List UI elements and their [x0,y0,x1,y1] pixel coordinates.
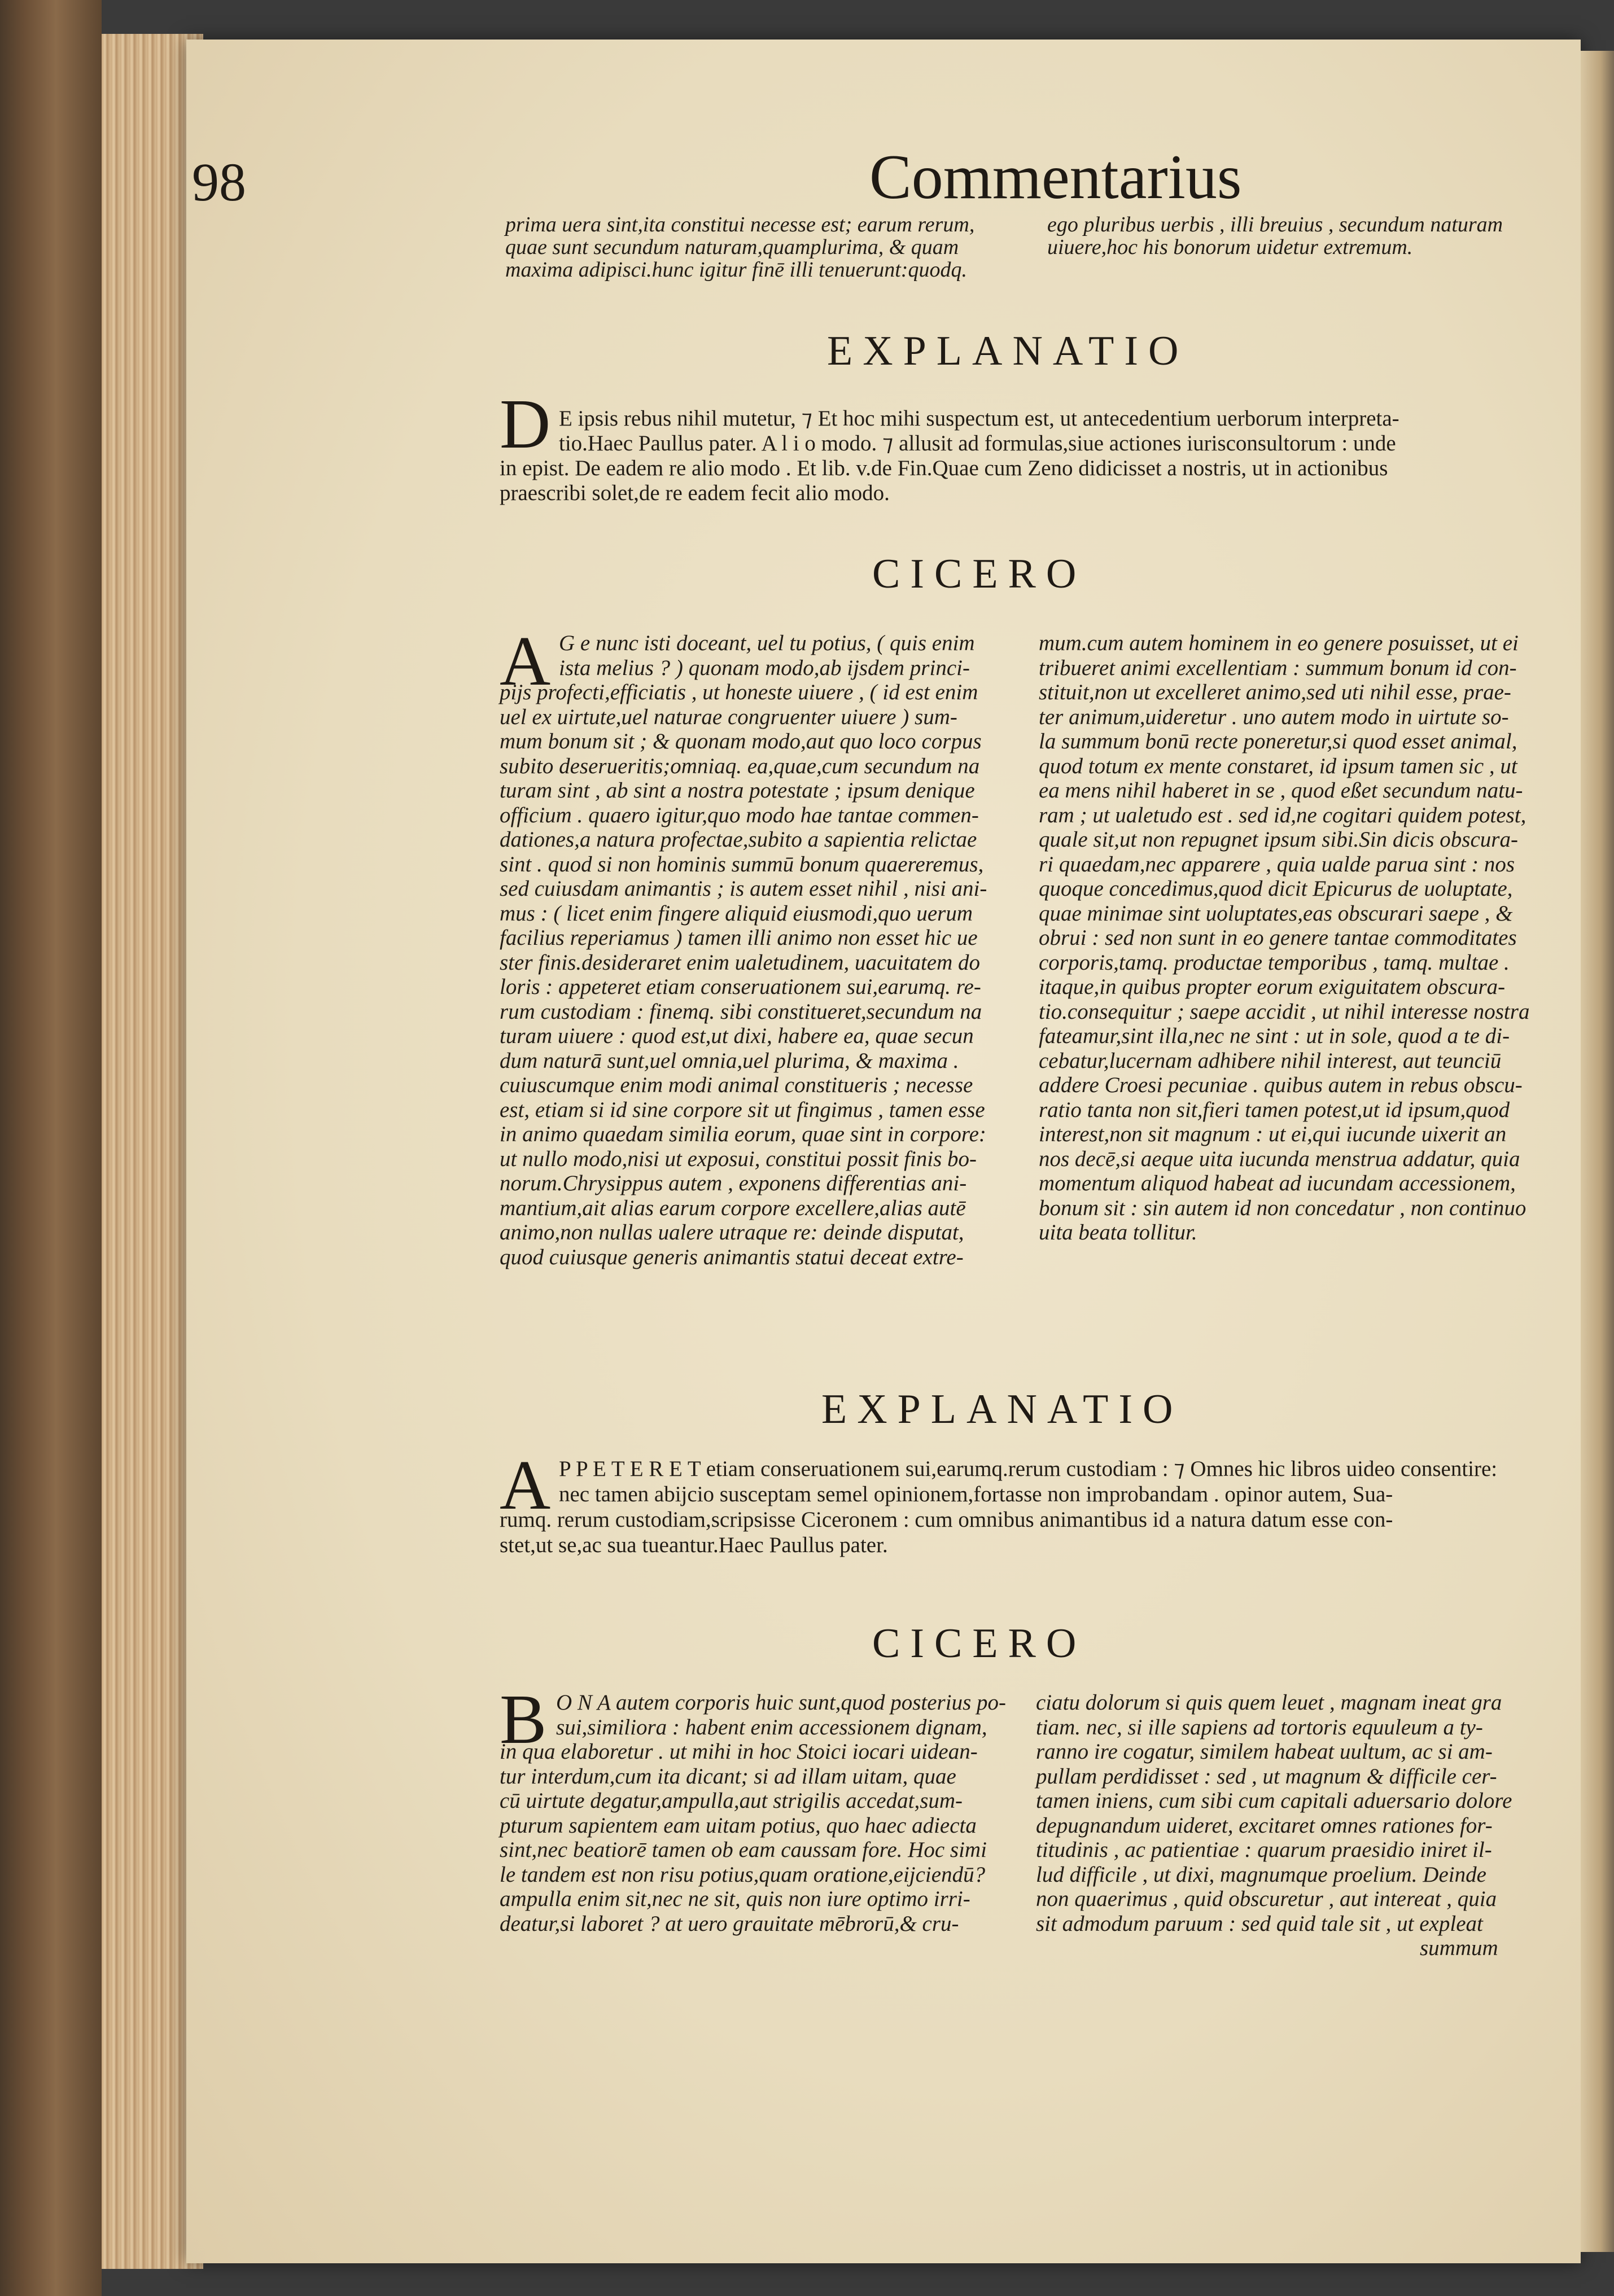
explanatio-paragraph [500,406,1399,506]
text-line: sint . quod si non hominis summū bonum quaereremus, [500,852,984,877]
text-line: nos decē,si aeque uita iucunda menstrua addatur, quia [1039,1146,1520,1171]
facing-page-edge [1581,51,1614,2252]
text-line: titudinis , ac patientiae : quarum praesidio iniret il- [1036,1838,1492,1862]
cicero-right-column [1039,631,1529,1245]
top-left-block [505,213,974,281]
text-line: sui,similiora : habent enim accessionem dignam, [556,1715,987,1739]
section-heading-cicero: CICERO [872,551,1087,597]
text-line: P P E T E R E T etiam conseruationem sui,earumq.rerum custodiam : ⁊ Omnes hic libros uideo consentire: [559,1457,1498,1481]
drop-cap: B [500,1681,547,1759]
book-spine [0,0,102,2296]
text-line: la summum bonū recte poneretur,si quod esset animal, [1039,729,1517,753]
text-line: loris : appeteret etiam conseruationem sui,earumq. re- [500,975,981,999]
text-line: depugnandum uideret, excitaret omnes rationes for- [1036,1813,1493,1838]
text-line: interest,non sit magnum : ut ei,qui iucunde uixerit an [1039,1122,1507,1146]
cicero-left-column [500,1690,1006,1936]
text-line: in animo quaedam similia eorum, quae sint in corpore: [500,1122,986,1146]
text-line: mum.cum autem hominem in eo genere posuisset, ut ei [1039,631,1519,655]
text-line: tamen iniens, cum sibi cum capitali aduersario dolore [1036,1789,1512,1813]
text-line: cuiuscumque enim modi animal constitueris ; necesse [500,1073,973,1097]
page-number: 98 [192,152,246,212]
text-line: tribueret animi excellentiam : summum bonum id con- [1039,655,1517,680]
text-line: ri quaedam,nec apparere , quia ualde parua sint : nos [1039,852,1515,877]
text-line: dationes,a natura profectae,subito a sapientia relictae [500,827,977,852]
text-line: stituit,non ut excelleret animo,sed uti nihil esse, prae- [1039,680,1511,704]
drop-cap: D [500,385,551,463]
text-line: pturum sapientem eam uitam potius, quo haec adiecta [500,1813,977,1838]
text-line: ciatu dolorum si quis quem leuet , magnam ineat gra [1036,1690,1502,1715]
text-line: O N A autem corporis huic sunt,quod posterius po- [556,1690,1006,1715]
catchword: summum [1420,1936,1498,1960]
text-line: quale sit,ut non repugnet ipsum sibi.Sin dicis obscura- [1039,827,1518,852]
text-line: fateamur,sint illa,nec ne sint : ut in sole, quod a te di- [1039,1024,1510,1048]
text-line: deatur,si laboret ? at uero grauitate mēbrorū,& cru- [500,1911,959,1936]
text-line: tur interdum,cum ita dicant; si ad illam uitam, quae [500,1764,956,1789]
text-line: lud difficile , ut dixi, magnumque proelium. Deinde [1036,1862,1486,1887]
text-line: quod cuiusque generis animantis statui deceat extre- [500,1245,964,1269]
text-line: G e nunc isti doceant, uel tu potius, ( quis enim [559,631,975,655]
text-line: quae sunt secundum naturam,quamplurima, & quam [505,235,959,259]
text-line: turam uiuere : quod est,ut dixi, habere ea, quae secun [500,1024,974,1048]
text-line: pijs profecti,efficiatis , ut honeste uiuere , ( id est enim [500,680,978,704]
text-line: in epist. De eadem re alio modo . Et lib. v.de Fin.Quae cum Zeno didicisset a nostris, ut in actionibus [500,456,1388,480]
text-line: norum.Chrysippus autem , exponens differentias ani- [500,1171,967,1195]
text-line: est, etiam si id sine corpore sit ut fingimus , tamen esse [500,1097,985,1122]
text-line: uel ex uirtute,uel naturae congruenter uiuere ) sum- [500,704,957,729]
text-line: prima uera sint,ita constitui necesse est; earum rerum, [505,213,975,236]
text-line: in qua elaboretur . ut mihi in hoc Stoici iocari uidean- [500,1739,978,1764]
text-line: dum naturā sunt,uel omnia,uel plurima, & maxima . [500,1048,959,1073]
text-line: mantium,ait alias earum corpore excellere,alias autē [500,1195,966,1220]
text-line: sint,nec beatiorē tamen ob eam caussam fore. Hoc simi [500,1838,987,1862]
cicero-left-column [500,631,987,1269]
text-line: ego pluribus uerbis , illi breuius , secundum naturam [1047,213,1503,236]
section-heading-explanatio: EXPLANATIO [821,1386,1183,1432]
text-line: bonum sit : sin autem id non concedatur , non continuo [1039,1195,1526,1220]
text-line: le tandem est non risu potius,quam oratione,eijciendū? [500,1862,986,1887]
text-line: ampulla enim sit,nec ne sit, quis non iure optimo irri- [500,1887,970,1911]
explanatio-paragraph [500,1456,1497,1558]
text-line: quoque concedimus,quod dicit Epicurus de uoluptate, [1039,877,1513,901]
drop-cap: A [500,623,551,700]
text-line: tiam. nec, si ille sapiens ad tortoris equuleum a ty- [1036,1715,1483,1739]
text-line: mus : ( licet enim fingere aliquid eiusmodi,quo uerum [500,901,973,926]
cicero-right-column [1036,1690,1512,1961]
section-heading-cicero: CICERO [872,1620,1087,1667]
text-line: itaque,in quibus propter eorum exiguitatem obscura- [1039,975,1506,999]
text-line: officium . quaero igitur,quo modo hae tantae commen- [500,803,979,827]
text-line: uita beata tollitur. [1039,1220,1197,1245]
text-line: sit admodum paruum : sed quid tale sit , ut expleat [1036,1911,1483,1936]
text-line: addere Croesi pecuniae . quibus autem in rebus obscu- [1039,1073,1523,1097]
text-line: ranno ire cogatur, similem habeat uultum, ac si am- [1036,1739,1493,1764]
text-line: sed cuiusdam animantis ; is autem esset nihil , nisi ani- [500,877,987,901]
text-line: ram ; ut ualetudo est . sed id,ne cogitari quidem potest, [1039,803,1526,827]
text-line: quod totum ex mente constaret, id ipsum tamen sic , ut [1039,753,1517,778]
text-line: maxima adipisci.hunc igitur finē illi tenuerunt:quodq. [505,258,967,282]
text-line: mum bonum sit ; & quonam modo,aut quo loco corpus [500,729,982,753]
text-line: uiuere,hoc his bonorum uidetur extremum. [1047,235,1413,259]
text-line: facilius reperiamus ) tamen illi animo non esset hic ue [500,926,978,950]
text-line: cū uirtute degatur,ampulla,aut strigilis accedat,sum- [500,1789,963,1813]
text-line: animo,non nullas ualere utraque re: deinde disputat, [500,1220,964,1245]
text-line: ista melius ? ) quonam modo,ab ijsdem princi- [559,655,970,680]
text-line: E ipsis rebus nihil mutetur, ⁊ Et hoc mihi suspectum est, ut antecedentium uerborum interpreta- [559,406,1399,431]
top-right-block [1047,213,1503,258]
text-line: stet,ut se,ac sua tueantur.Haec Paullus pater. [500,1533,888,1557]
text-line: pullam perdidisset : sed , ut magnum & difficile cer- [1036,1764,1497,1789]
text-line: turam sint , ab sint a nostra potestate ; ipsum denique [500,778,975,803]
text-line: subito deserueritis;omniaq. ea,quae,cum secundum na [500,753,980,778]
section-heading-explanatio: EXPLANATIO [827,328,1189,374]
text-line: obrui : sed non sunt in eo genere tantae commoditates [1039,926,1517,950]
text-line: tio.consequitur ; saepe accidit , ut nihil interesse nostra [1039,999,1530,1024]
text-line: ut nullo modo,nisi ut exposui, constitui possit finis bo- [500,1146,977,1171]
text-line: momentum aliquod habeat ad iucundam accessionem, [1039,1171,1516,1195]
running-title: Commentarius [869,142,1242,212]
text-line: tio.Haec Paullus pater. A l i o modo. ⁊ allusit ad formulas,siue actiones iurisconsultorum : unde [559,431,1396,455]
drop-cap: A [500,1447,551,1524]
text-line: ea mens nihil haberet in se , quod eßet secundum natu- [1039,778,1523,803]
text-line: quae minimae sint uoluptates,eas obscurari saepe , & [1039,901,1513,926]
text-line: non quaerimus , quid obscuretur , aut intereat , quia [1036,1887,1497,1911]
text-line: nec tamen abijcio susceptam semel opinionem,fortasse non improbandam . opinor autem, Sua- [559,1482,1393,1506]
text-line: cebatur,lucernam adhibere nihil interest, aut teunciū [1039,1048,1502,1073]
text-line: ter animum,uideretur . uno autem modo in uirtute so- [1039,704,1509,729]
text-line: praescribi solet,de re eadem fecit alio modo. [500,481,890,505]
text-line: ster finis.desideraret enim ualetudinem, uacuitatem do [500,950,981,975]
text-line: ratio tanta non sit,fieri tamen potest,ut id ipsum,quod [1039,1097,1510,1122]
text-line: corporis,tamq. productae temporibus , tamq. multae . [1039,950,1510,975]
text-line: rumq. rerum custodiam,scripsisse Ciceronem : cum omnibus animantibus id a natura datum esse con- [500,1508,1393,1532]
text-line: rum custodiam : finemq. sibi constitueret,secundum na [500,999,982,1024]
